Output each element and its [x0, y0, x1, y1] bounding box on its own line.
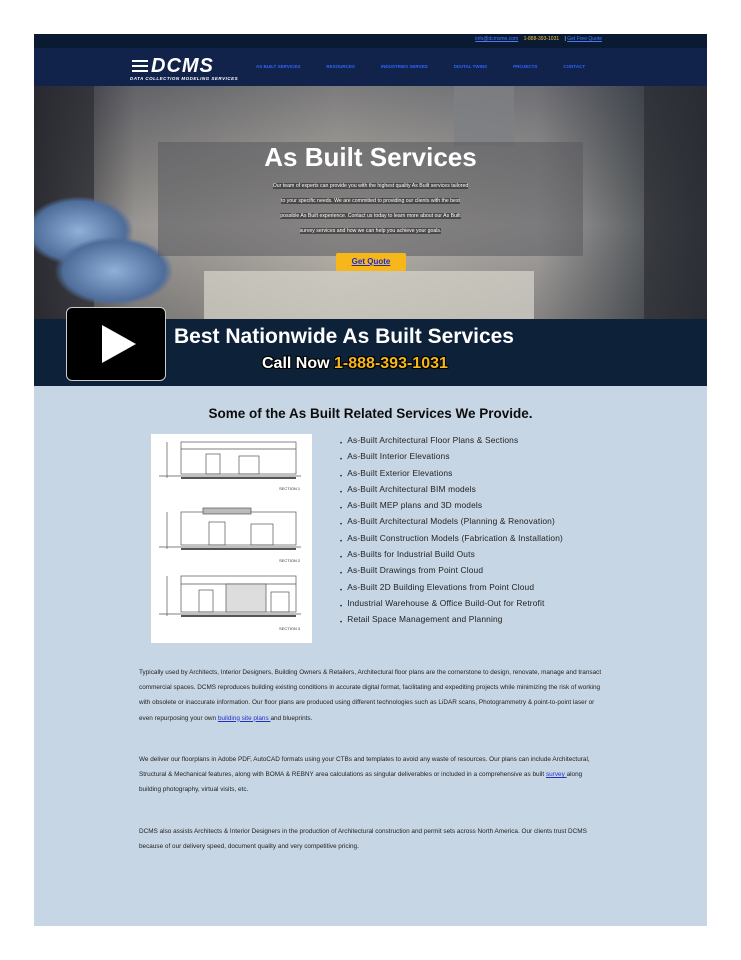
list-item: • As-Built Drawings from Point Cloud	[340, 562, 563, 578]
hero-desc-line: survey services and how we can help you achieve your goals.	[299, 228, 442, 234]
survey-link[interactable]: survey	[545, 771, 567, 779]
nav-item-as-built-services[interactable]: AS BUILT SERVICES	[256, 64, 301, 69]
drawing-label-3: SECTION 3	[279, 626, 301, 631]
top-contact-bar	[34, 34, 707, 48]
hero-title: As Built Services	[264, 142, 477, 172]
page	[34, 34, 707, 926]
paragraph-deliverables	[139, 752, 603, 798]
hero-section	[34, 86, 707, 319]
logo-mark	[132, 55, 214, 78]
phone-number[interactable]: 1-888-393-1031	[523, 36, 560, 42]
list-item: • As-Built Architectural Floor Plans & Sections	[340, 432, 563, 448]
nav-item-resources[interactable]: RESOURCES	[326, 64, 355, 69]
paragraph-text: Typically used by Architects, Interior Designers, Building Owners & Retailers, Architectural floor plans are the cornerstone to design, renovate, manage and transact commercial spaces. DCMS reproduces building existing conditions in accurate digital format, facilitating and expediting projects while minimizing the risk of working with obsolete or inaccurate information. Our floor plans are produced using different technologies such as LiDAR scans, Photogrammetry & point-to-point laser or even repurposing your own	[139, 669, 602, 722]
call-now-label: Call Now	[262, 355, 330, 372]
hero-bg-boxes-2	[54, 236, 174, 306]
list-item: • As-Built Interior Elevations	[340, 448, 563, 464]
list-item: • As-Built Construction Models (Fabrication & Installation)	[340, 530, 563, 546]
hero-bg-shelf-right	[644, 86, 707, 319]
banner-title: Best Nationwide As Built Services	[174, 325, 514, 348]
hero-desc-line: Our team of experts can provide you with the highest quality As Built services tailored	[272, 183, 469, 189]
paragraph-floor-plans	[139, 665, 603, 726]
paragraph-text: and blueprints.	[270, 714, 313, 722]
list-item: • As-Built Architectural BIM models	[340, 481, 563, 497]
hero-desc-line: to your specific needs. We are committed to providing our clients with the best	[281, 198, 460, 204]
nav-item-digital-twins[interactable]: DIGITAL TWINS	[453, 64, 488, 69]
paragraph-about: DCMS also assists Architects & Interior Designers in the production of Architectural construction and permit sets across North America. Our clients trust DCMS because of our delivery speed, document quality and very competitive pricing.	[139, 828, 587, 851]
section-drawing-svg	[151, 434, 312, 643]
list-item: • As-Built 2D Building Elevations from Point Cloud	[340, 579, 563, 595]
get-quote-button[interactable]: Get Quote	[336, 253, 406, 271]
services-list	[340, 432, 563, 628]
hero-desc-line: possible As Built experience. Contact us today to learn more about our As Built	[280, 213, 461, 219]
services-heading: Some of the As Built Related Services We Provide.	[208, 406, 533, 421]
nav-item-industries-served[interactable]: INDUSTRIES SERVED	[380, 64, 428, 69]
nav-item-contact[interactable]: CONTACT	[563, 64, 586, 69]
banner-phone[interactable]: 1-888-393-1031	[334, 355, 448, 372]
contact-info	[475, 36, 602, 42]
list-item: • As-Built Exterior Elevations	[340, 465, 563, 481]
nav-item-projects[interactable]: PROJECTS	[513, 64, 538, 69]
list-item: • Industrial Warehouse & Office Build-Out for Retrofit	[340, 595, 563, 611]
building-site-plans-link[interactable]: building site plans	[217, 714, 271, 722]
video-play-button[interactable]	[66, 307, 166, 381]
dcms-logo[interactable]	[130, 53, 250, 81]
logo-tagline: DATA COLLECTION MODELING SERVICES	[130, 76, 239, 81]
banner-call-now	[262, 355, 448, 373]
drawing-label-1: SECTION 1	[279, 486, 301, 491]
logo-text: DCMS	[151, 55, 214, 77]
hero-bg-floor	[204, 271, 534, 319]
email-link[interactable]: info@dcmsme.com	[475, 36, 519, 42]
list-item: • As-Builts for Industrial Build Outs	[340, 546, 563, 562]
drawing-label-2: SECTION 2	[279, 558, 301, 563]
list-item: • Retail Space Management and Planning	[340, 611, 563, 627]
paragraph-text: along building photography, virtual visits, etc.	[139, 771, 583, 794]
list-item: • As-Built Architectural Models (Planning & Renovation)	[340, 513, 563, 529]
hero-bg-rack	[454, 86, 514, 146]
section-drawing-image	[151, 434, 312, 643]
nav-menu	[256, 64, 611, 69]
list-item: • As-Built MEP plans and 3D models	[340, 497, 563, 513]
logo-bars-icon	[132, 60, 148, 74]
cta-banner	[34, 319, 707, 386]
hero-text-panel	[158, 142, 583, 256]
play-icon	[102, 325, 136, 363]
paragraph-text: We deliver our floorplans in Adobe PDF, AutoCAD formats using your CTBs and templates to avoid any waste of resources. Our plans can include Architectural, Structural & Mechanical features, along with BOMA & REBNY area calculations as singular deliverables or included in a comprehensive as built	[139, 756, 590, 779]
free-quote-link[interactable]: Get Free Quote	[567, 36, 602, 42]
main-navbar	[34, 48, 707, 86]
separator: |	[564, 36, 566, 42]
hero-description	[213, 179, 528, 239]
